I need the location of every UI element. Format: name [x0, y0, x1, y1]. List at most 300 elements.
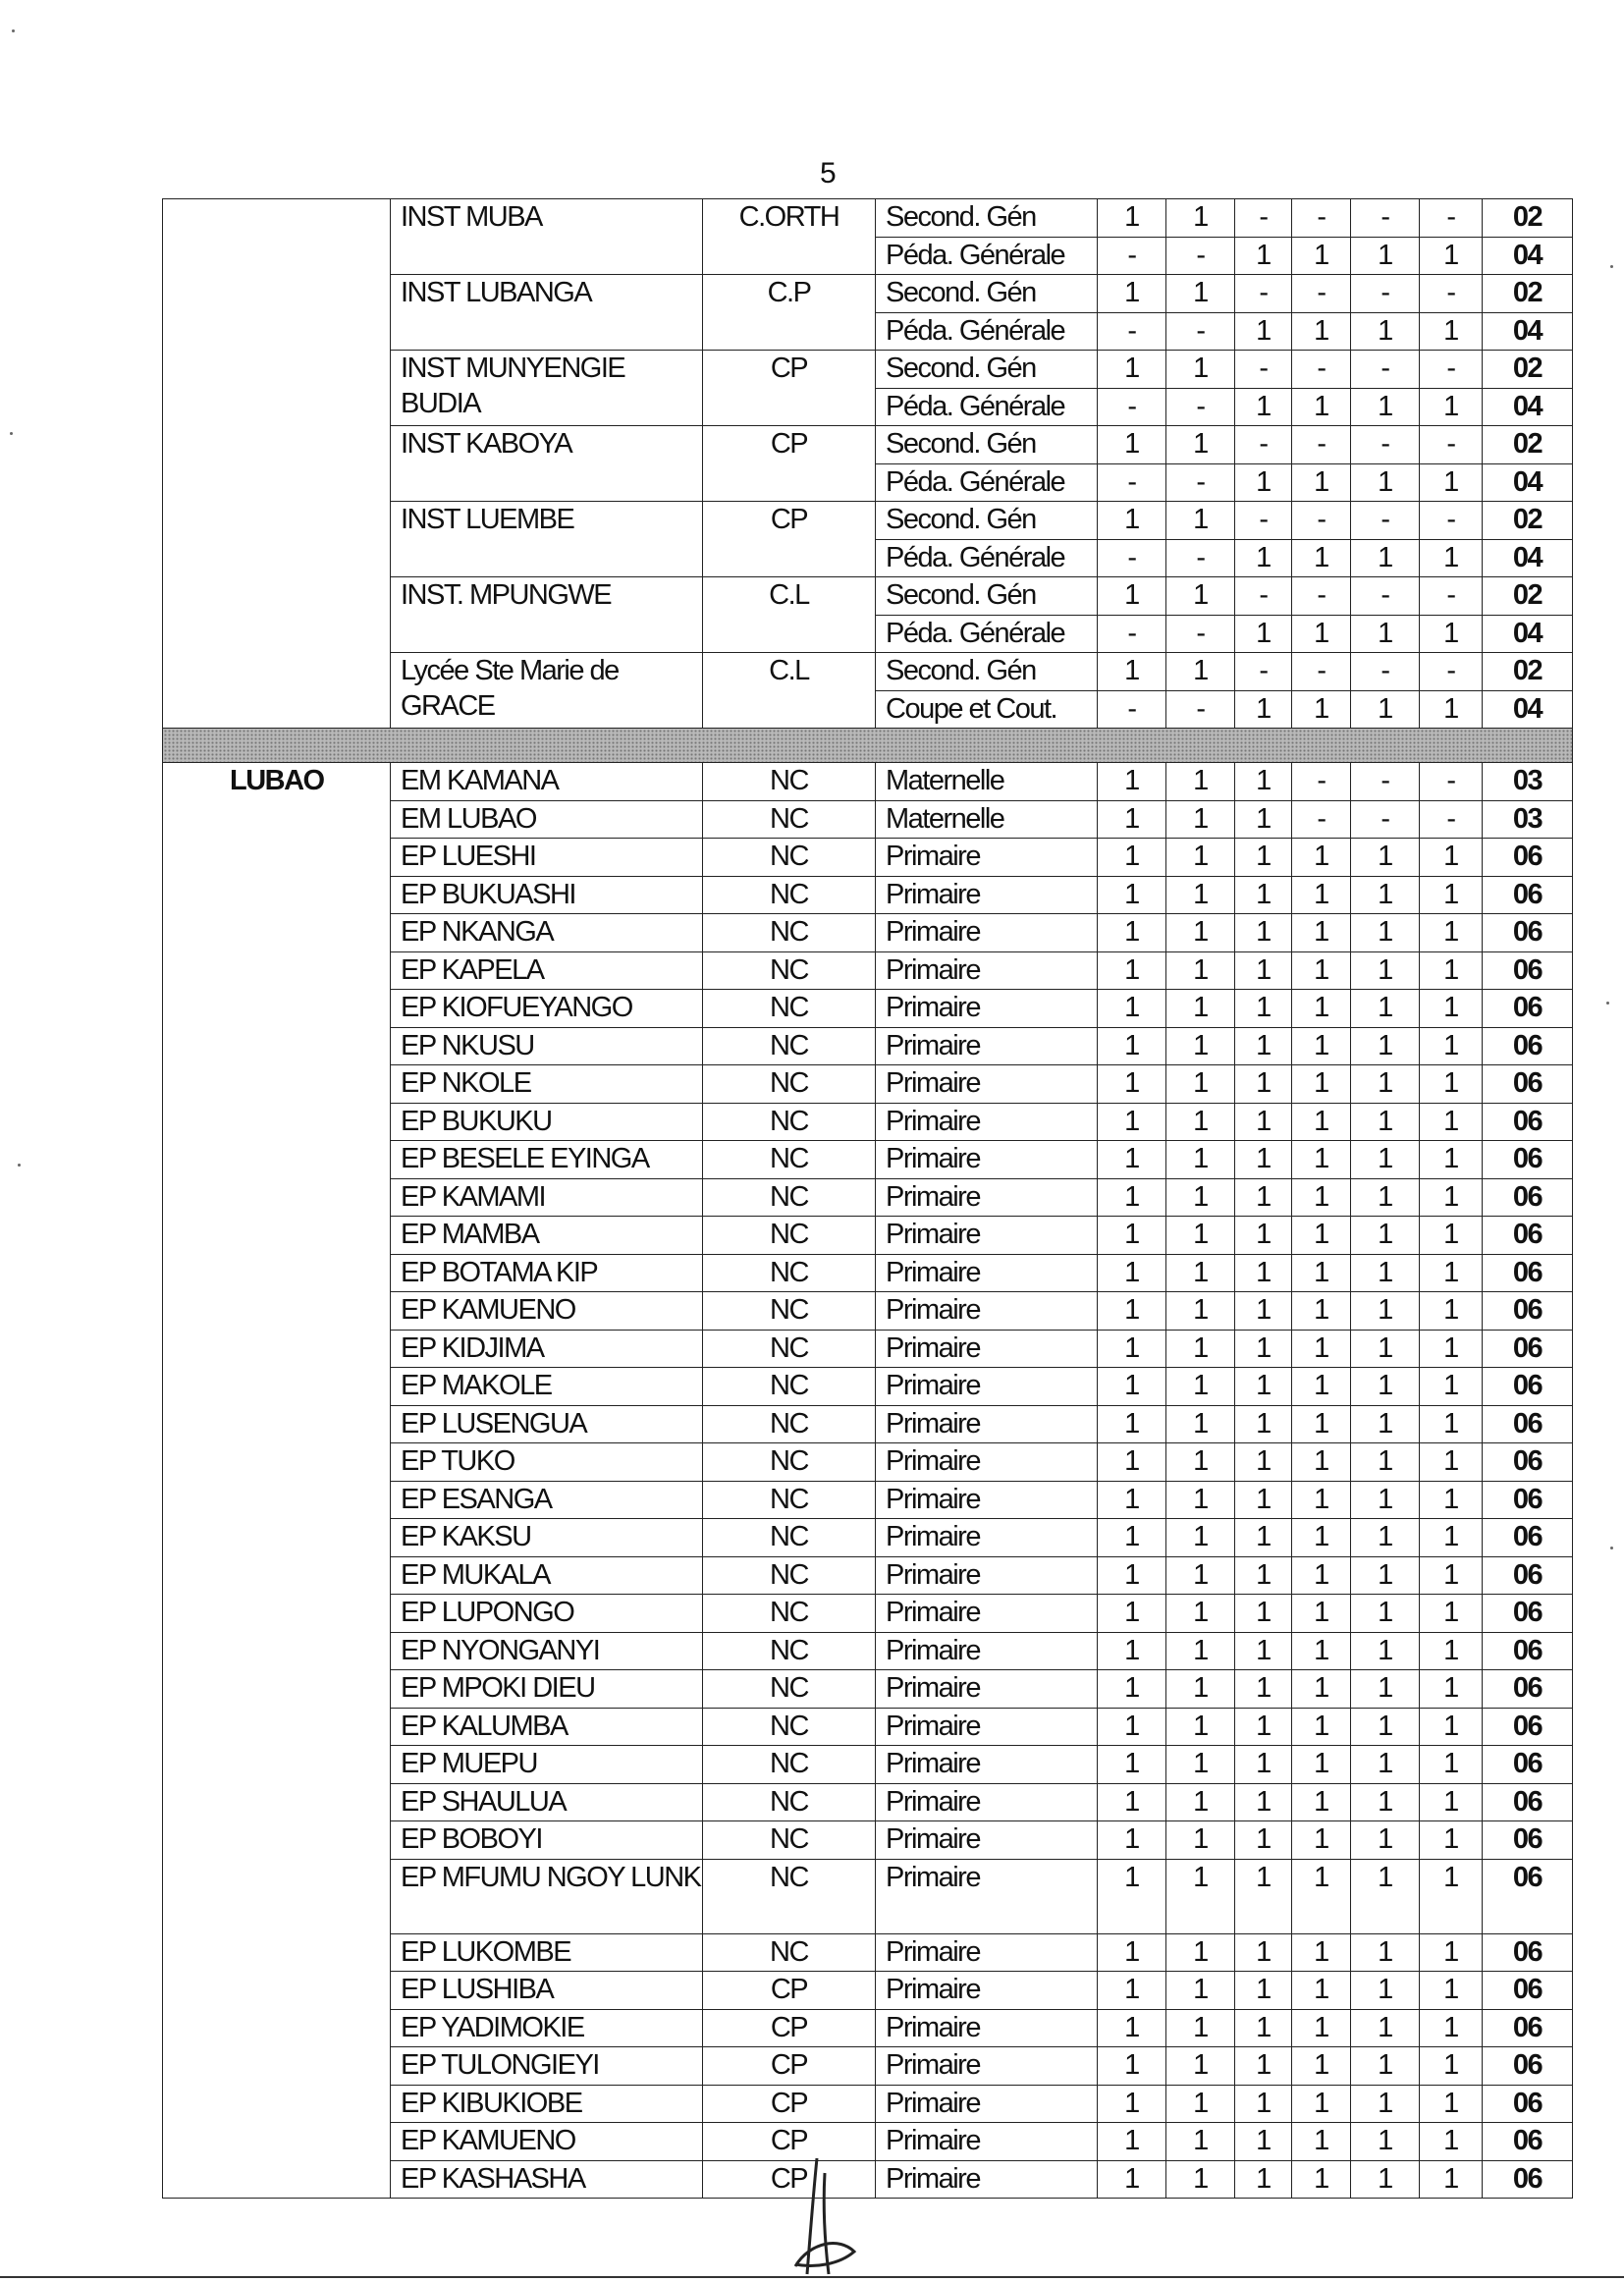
class-count-cell	[1292, 1708, 1351, 1746]
class-count-cell	[1166, 1027, 1235, 1065]
class-count-cell	[1098, 653, 1166, 691]
class-count: 1	[1193, 1105, 1208, 1137]
class-count-cell	[1292, 876, 1351, 914]
total-cell	[1483, 690, 1573, 729]
class-count: -	[1317, 579, 1326, 611]
class-count: 1	[1314, 1634, 1328, 1666]
class-count-cell	[1166, 1595, 1235, 1633]
class-count-cell	[1351, 1405, 1420, 1443]
class-count-cell	[1098, 1178, 1166, 1217]
regime: CP	[770, 1974, 808, 2005]
class-count: 1	[1256, 1483, 1271, 1515]
class-count-cell	[1292, 1519, 1351, 1557]
class-count-cell	[1351, 800, 1420, 839]
class-count-cell	[1351, 1708, 1420, 1746]
class-count: 1	[1124, 802, 1139, 835]
class-count-cell	[1420, 1595, 1483, 1633]
class-count-cell	[1166, 502, 1235, 540]
option-cell	[876, 876, 1098, 914]
class-count: 1	[1314, 1445, 1328, 1477]
class-count: 1	[1378, 617, 1392, 649]
class-count-cell	[1351, 1746, 1420, 1784]
class-count-cell	[1420, 1859, 1483, 1933]
class-count: 1	[1256, 2162, 1271, 2195]
class-count: 1	[1193, 1143, 1208, 1174]
class-count-cell	[1235, 426, 1292, 464]
class-count-cell	[1420, 539, 1483, 577]
school-name-cell	[391, 1821, 703, 1860]
class-count-cell	[1292, 914, 1351, 952]
total-cell	[1483, 1141, 1573, 1179]
total: 06	[1512, 1407, 1543, 1440]
class-count-cell	[1235, 275, 1292, 313]
regime-cell	[703, 800, 876, 839]
class-count-cell	[1351, 1481, 1420, 1519]
class-count: 1	[1314, 1029, 1328, 1061]
class-count: 1	[1124, 1935, 1139, 1968]
class-count: -	[1446, 428, 1455, 460]
option: Primaire	[886, 992, 980, 1023]
class-count: 1	[1314, 1407, 1328, 1440]
class-count: 1	[1124, 2125, 1139, 2156]
class-count-cell	[1420, 275, 1483, 313]
class-count: 1	[1443, 1370, 1458, 1401]
class-count-cell	[1098, 990, 1166, 1028]
regime: NC	[770, 1935, 808, 1968]
class-count-cell	[1351, 237, 1420, 275]
regime-cell	[703, 1405, 876, 1443]
class-count: 1	[1443, 1219, 1458, 1250]
class-count-cell	[1098, 1103, 1166, 1141]
option: Primaire	[886, 1634, 980, 1666]
class-count-cell	[1098, 426, 1166, 464]
school-name: EP MPOKI DIEU	[401, 1672, 595, 1704]
school-name: EP MFUMU NGOY LUNK	[401, 1861, 701, 1893]
option: Péda. Générale	[886, 617, 1065, 649]
total: 06	[1512, 1445, 1543, 1477]
class-count: 1	[1443, 2162, 1458, 2195]
class-count-cell	[1420, 1368, 1483, 1406]
school-name: EP NYONGANYI	[401, 1634, 600, 1666]
school-name: EP LUESHI	[401, 841, 536, 872]
class-count: 1	[1443, 692, 1458, 725]
class-count-cell	[1351, 2009, 1420, 2047]
school-name-cell	[391, 1405, 703, 1443]
class-count: 1	[1314, 1748, 1328, 1779]
class-count: 1	[1124, 1861, 1139, 1893]
class-count: 1	[1124, 2087, 1139, 2119]
class-count: 1	[1124, 1067, 1139, 1099]
total-cell	[1483, 2123, 1573, 2161]
regime-cell	[703, 2009, 876, 2047]
class-count-cell	[1166, 2009, 1235, 2047]
total: 06	[1512, 1105, 1543, 1137]
class-count: 1	[1124, 2049, 1139, 2081]
class-count-cell	[1235, 237, 1292, 275]
class-count: 1	[1314, 2011, 1328, 2043]
class-count-cell	[1098, 1065, 1166, 1104]
option: Primaire	[886, 1180, 980, 1213]
total: 04	[1512, 465, 1543, 498]
option: Primaire	[886, 1748, 980, 1779]
class-count: 1	[1124, 1256, 1139, 1288]
class-count: 1	[1256, 1597, 1271, 1628]
total-cell	[1483, 312, 1573, 351]
class-count: -	[1196, 465, 1205, 498]
total: 06	[1512, 1483, 1543, 1515]
class-count: 1	[1256, 1521, 1271, 1552]
option-cell	[876, 1141, 1098, 1179]
school-name: EP KAMAMI	[401, 1180, 546, 1213]
regime-cell	[703, 1783, 876, 1821]
class-count: 1	[1193, 953, 1208, 986]
class-count-cell	[1351, 502, 1420, 540]
class-count-cell	[1420, 1178, 1483, 1217]
class-count-cell	[1351, 1933, 1420, 1972]
class-count: 1	[1256, 992, 1271, 1023]
class-count-cell	[1420, 914, 1483, 952]
class-count: 1	[1256, 1105, 1271, 1137]
class-count: 1	[1378, 1067, 1392, 1099]
class-count-cell	[1292, 1217, 1351, 1255]
option: Primaire	[886, 1370, 980, 1401]
total: 06	[1512, 1331, 1543, 1364]
class-count: 1	[1314, 1974, 1328, 2005]
school-name-cell	[391, 1670, 703, 1709]
class-count: 1	[1314, 878, 1328, 910]
class-count: 1	[1124, 992, 1139, 1023]
class-count-cell	[1166, 1217, 1235, 1255]
total-cell	[1483, 1292, 1573, 1331]
class-count-cell	[1420, 1933, 1483, 1972]
class-count-cell	[1098, 876, 1166, 914]
class-count: 1	[1443, 2087, 1458, 2119]
class-count: 1	[1193, 1331, 1208, 1364]
class-count-cell	[1420, 1141, 1483, 1179]
regime: NC	[770, 1256, 808, 1288]
regime: NC	[770, 1407, 808, 1440]
school-name-cell	[391, 1481, 703, 1519]
class-count: -	[1196, 617, 1205, 649]
school-name-cell	[391, 275, 703, 351]
class-count: 1	[1256, 541, 1271, 573]
option: Maternelle	[886, 765, 1004, 796]
school-name-cell	[391, 1519, 703, 1557]
class-count: 1	[1193, 1597, 1208, 1628]
class-count-cell	[1235, 351, 1292, 389]
total: 02	[1512, 655, 1543, 686]
regime-cell	[703, 199, 876, 275]
class-count-cell	[1235, 1859, 1292, 1933]
school-name: EP LUKOMBE	[401, 1935, 571, 1968]
option-cell	[876, 1443, 1098, 1482]
class-count-cell	[1235, 1330, 1292, 1368]
regime-cell	[703, 2085, 876, 2123]
class-count-cell	[1351, 1217, 1420, 1255]
class-count: -	[1380, 765, 1389, 796]
class-count: -	[1127, 314, 1136, 347]
school-name-cell	[391, 1103, 703, 1141]
total: 06	[1512, 1861, 1543, 1893]
class-count-cell	[1351, 1292, 1420, 1331]
zone-cell	[163, 199, 391, 729]
total: 06	[1512, 1521, 1543, 1552]
class-count-cell	[1098, 1595, 1166, 1633]
option: Primaire	[886, 2049, 980, 2081]
class-count-cell	[1420, 312, 1483, 351]
class-count: 1	[1124, 1483, 1139, 1515]
class-count-cell	[1098, 2009, 1166, 2047]
total: 04	[1512, 314, 1543, 347]
class-count: 1	[1124, 1521, 1139, 1552]
class-count-cell	[1420, 2009, 1483, 2047]
total: 06	[1512, 1256, 1543, 1288]
class-count-cell	[1351, 1141, 1420, 1179]
class-count-cell	[1235, 990, 1292, 1028]
regime-cell	[703, 1027, 876, 1065]
total: 06	[1512, 1748, 1543, 1779]
class-count: 1	[1124, 1180, 1139, 1213]
class-count-cell	[1292, 1292, 1351, 1331]
class-count-cell	[1351, 1670, 1420, 1709]
regime-cell	[703, 1519, 876, 1557]
class-count: 1	[1256, 465, 1271, 498]
class-count: -	[1127, 617, 1136, 649]
school-name-cell	[391, 1292, 703, 1331]
class-count-cell	[1351, 2160, 1420, 2199]
class-count: -	[1317, 428, 1326, 460]
regime: NC	[770, 1672, 808, 1704]
total-cell	[1483, 1481, 1573, 1519]
class-count: 1	[1193, 1861, 1208, 1893]
option: Second. Gén	[886, 353, 1036, 384]
class-count-cell	[1098, 1632, 1166, 1670]
class-count: 1	[1378, 1029, 1392, 1061]
class-count: 1	[1443, 541, 1458, 573]
class-count: -	[1446, 765, 1455, 796]
regime-cell	[703, 653, 876, 729]
option: Primaire	[886, 1331, 980, 1364]
option: Second. Gén	[886, 201, 1036, 233]
school-name-cell	[391, 1330, 703, 1368]
class-count-cell	[1098, 1368, 1166, 1406]
option-cell	[876, 1217, 1098, 1255]
class-count: 1	[1193, 2087, 1208, 2119]
regime-cell	[703, 1481, 876, 1519]
class-count: 1	[1124, 201, 1139, 233]
class-count-cell	[1420, 990, 1483, 1028]
regime-cell	[703, 502, 876, 577]
class-count-cell	[1235, 1027, 1292, 1065]
option: Primaire	[886, 1597, 980, 1628]
total: 02	[1512, 277, 1543, 308]
class-count-cell	[1235, 2160, 1292, 2199]
school-name: EP KALUMBA	[401, 1710, 568, 1742]
class-count: 1	[1193, 1558, 1208, 1591]
class-count: 1	[1124, 878, 1139, 910]
school-name: EP BOBOYI	[401, 1823, 542, 1855]
total-cell	[1483, 275, 1573, 313]
option: Péda. Générale	[886, 239, 1065, 271]
class-count-cell	[1235, 951, 1292, 990]
class-count: 1	[1314, 1105, 1328, 1137]
class-count: 1	[1256, 1748, 1271, 1779]
option-cell	[876, 690, 1098, 729]
class-count-cell	[1420, 2047, 1483, 2086]
total: 06	[1512, 841, 1543, 872]
class-count: 1	[1193, 1067, 1208, 1099]
class-count: 1	[1193, 579, 1208, 611]
school-name-cell	[391, 914, 703, 952]
school-name-cell	[391, 577, 703, 653]
school-name-cell	[391, 763, 703, 801]
class-count-cell	[1292, 539, 1351, 577]
class-count-cell	[1351, 1859, 1420, 1933]
class-count-cell	[1098, 1443, 1166, 1482]
total: 06	[1512, 953, 1543, 986]
option-cell	[876, 1254, 1098, 1292]
class-count: 1	[1124, 2011, 1139, 2043]
class-count-cell	[1420, 876, 1483, 914]
class-count: 1	[1314, 1180, 1328, 1213]
school-name-cell	[391, 1065, 703, 1104]
class-count-cell	[1420, 1708, 1483, 1746]
class-count: 1	[1378, 1672, 1392, 1704]
class-count-cell	[1166, 1821, 1235, 1860]
class-count-cell	[1292, 2009, 1351, 2047]
class-count-cell	[1292, 1330, 1351, 1368]
school-name-cell	[391, 2160, 703, 2199]
class-count: 1	[1314, 1823, 1328, 1855]
class-count: 1	[1314, 2162, 1328, 2195]
total: 06	[1512, 1219, 1543, 1250]
total: 06	[1512, 878, 1543, 910]
class-count-cell	[1098, 914, 1166, 952]
class-count-cell	[1166, 1254, 1235, 1292]
class-count: 1	[1314, 1067, 1328, 1099]
class-count-cell	[1098, 1481, 1166, 1519]
class-count-cell	[1351, 426, 1420, 464]
class-count-cell	[1098, 502, 1166, 540]
option-cell	[876, 1595, 1098, 1633]
class-count: 1	[1378, 1823, 1392, 1855]
class-count: 1	[1314, 1483, 1328, 1515]
class-count-cell	[1098, 539, 1166, 577]
class-count: 1	[1193, 2049, 1208, 2081]
class-count-cell	[1235, 577, 1292, 616]
regime: NC	[770, 1558, 808, 1591]
school-name: EP KAKSU	[401, 1521, 531, 1552]
total: 06	[1512, 1974, 1543, 2005]
class-count-cell	[1420, 951, 1483, 990]
option: Primaire	[886, 1861, 980, 1893]
regime-cell	[703, 1933, 876, 1972]
total-cell	[1483, 951, 1573, 990]
scan-speck	[12, 29, 15, 32]
class-count: 1	[1443, 878, 1458, 910]
class-count-cell	[1166, 1443, 1235, 1482]
total-cell	[1483, 1595, 1573, 1633]
class-count: 1	[1378, 239, 1392, 271]
class-count: 1	[1256, 1370, 1271, 1401]
option-cell	[876, 1556, 1098, 1595]
school-name-cell	[391, 951, 703, 990]
class-count-cell	[1098, 1519, 1166, 1557]
class-count: 1	[1443, 1521, 1458, 1552]
school-name: INST LUBANGA	[401, 277, 592, 308]
class-count-cell	[1235, 1783, 1292, 1821]
class-count-cell	[1420, 653, 1483, 691]
class-count: 1	[1256, 1331, 1271, 1364]
class-count-cell	[1235, 1972, 1292, 2010]
total-cell	[1483, 1632, 1573, 1670]
option: Primaire	[886, 1067, 980, 1099]
class-count-cell	[1166, 1292, 1235, 1331]
class-count-cell	[1235, 1519, 1292, 1557]
option: Primaire	[886, 1105, 980, 1137]
class-count: 1	[1124, 1445, 1139, 1477]
option-cell	[876, 1178, 1098, 1217]
regime-cell	[703, 1443, 876, 1482]
school-name-cell	[391, 1368, 703, 1406]
class-count: 1	[1314, 1331, 1328, 1364]
class-count: -	[1127, 390, 1136, 422]
class-count: 1	[1124, 1407, 1139, 1440]
option: Péda. Générale	[886, 465, 1065, 498]
class-count-cell	[1235, 1405, 1292, 1443]
school-name: EP NKUSU	[401, 1029, 534, 1061]
class-count: 1	[1256, 1823, 1271, 1855]
class-count-cell	[1351, 1556, 1420, 1595]
regime: CP	[770, 2049, 808, 2081]
class-count: 1	[1193, 1672, 1208, 1704]
option: Primaire	[886, 916, 980, 948]
class-count-cell	[1420, 426, 1483, 464]
regime-cell	[703, 951, 876, 990]
class-count-cell	[1166, 577, 1235, 616]
school-name: EP SHAULUA	[401, 1785, 567, 1818]
class-count-cell	[1098, 2085, 1166, 2123]
class-count: 1	[1193, 1974, 1208, 2005]
option-cell	[876, 275, 1098, 313]
class-count-cell	[1351, 1103, 1420, 1141]
class-count-cell	[1098, 237, 1166, 275]
class-count-cell	[1351, 1443, 1420, 1482]
class-count: 1	[1124, 655, 1139, 686]
class-count: 1	[1256, 1067, 1271, 1099]
class-count-cell	[1235, 502, 1292, 540]
total-cell	[1483, 577, 1573, 616]
class-count: 1	[1314, 465, 1328, 498]
class-count: 1	[1314, 841, 1328, 872]
school-name-cell	[391, 2085, 703, 2123]
option-cell	[876, 2047, 1098, 2086]
regime-cell	[703, 2047, 876, 2086]
school-name-cell	[391, 1027, 703, 1065]
option: Primaire	[886, 1143, 980, 1174]
class-count-cell	[1166, 951, 1235, 990]
class-count: 1	[1256, 1710, 1271, 1742]
class-count: 1	[1378, 692, 1392, 725]
class-count-cell	[1420, 1481, 1483, 1519]
class-count: 1	[1256, 916, 1271, 948]
class-count: 1	[1193, 1748, 1208, 1779]
class-count: 1	[1443, 2011, 1458, 2043]
class-count: 1	[1378, 1331, 1392, 1364]
class-count-cell	[1235, 539, 1292, 577]
total: 06	[1512, 1597, 1543, 1628]
class-count: 1	[1256, 314, 1271, 347]
